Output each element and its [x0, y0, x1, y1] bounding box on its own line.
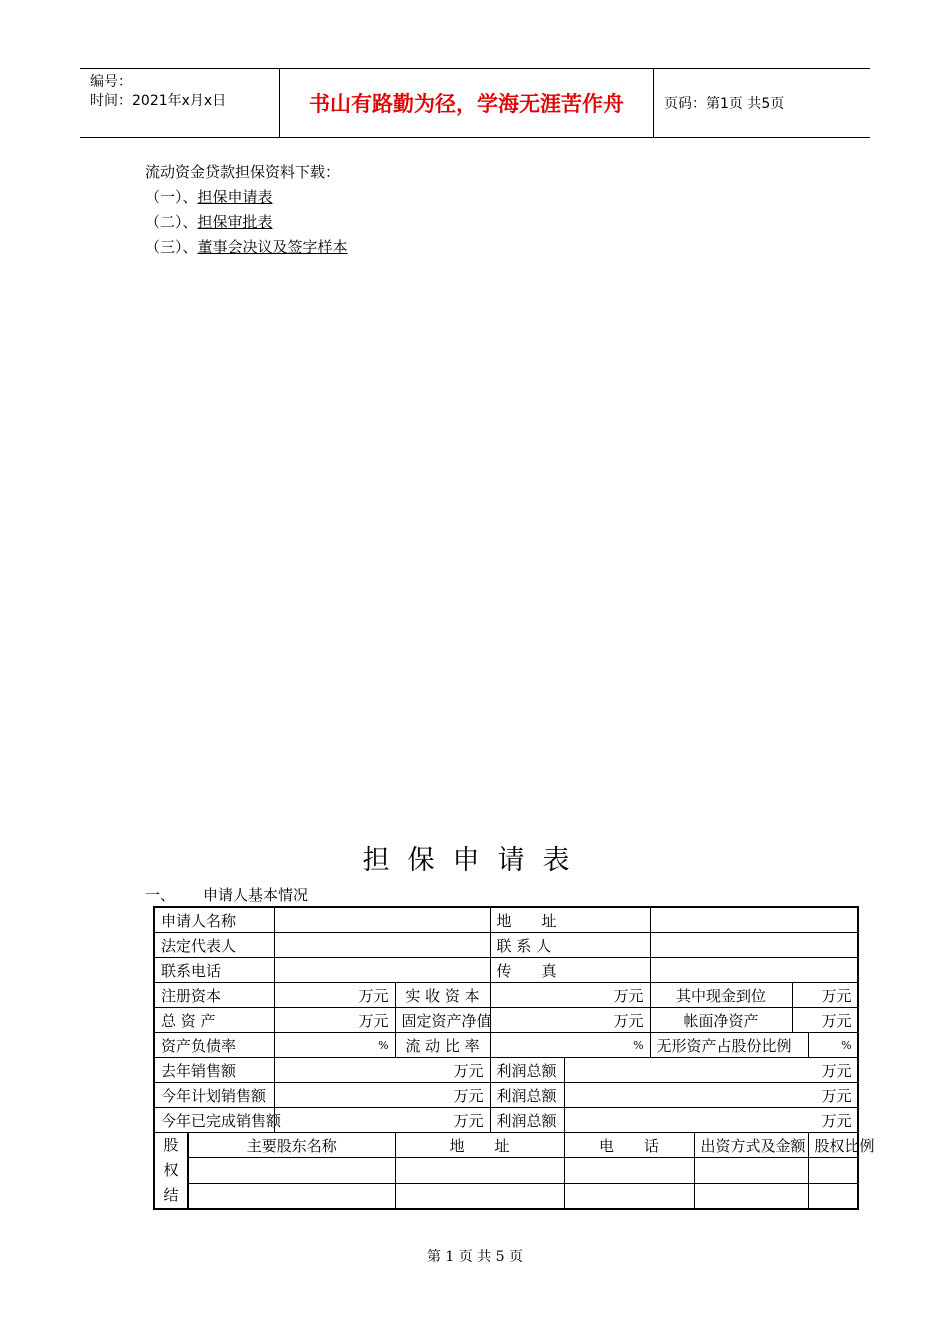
download-link-approve[interactable]: 担保审批表 — [197, 213, 273, 231]
section-heading: 一、 申请人基本情况 — [145, 886, 309, 904]
shareholder-cell[interactable] — [188, 1183, 395, 1209]
form-title: 担保申请表 — [362, 845, 588, 876]
field-applicant-name[interactable] — [274, 907, 490, 933]
application-form-table — [153, 906, 875, 1210]
header-meta — [80, 69, 280, 137]
download-item: （一）、担保申请表 — [145, 188, 273, 206]
field-last-year-sales[interactable]: 万元 — [274, 1058, 490, 1083]
header-shareholder-invest: 出资方式及金额 — [694, 1133, 808, 1158]
label-fixed-assets: 固定资产净值 — [395, 1008, 490, 1033]
download-link-apply[interactable]: 担保申请表 — [197, 188, 273, 206]
label-applicant-name: 申请人名称 — [154, 907, 274, 933]
field-legal-rep[interactable] — [274, 933, 490, 958]
label-debt-ratio: 资产负债率 — [154, 1033, 274, 1058]
header-shareholder-ratio: 股权比例 — [808, 1133, 858, 1158]
field-profit[interactable]: 万元 — [564, 1083, 858, 1108]
page-footer: 第 1 页 共 5 页 — [426, 1249, 524, 1265]
label-plan-sales: 今年计划销售额 — [154, 1083, 274, 1108]
download-item: （三）、董事会决议及签字样本 — [145, 238, 348, 256]
field-plan-sales[interactable]: 万元 — [274, 1083, 490, 1108]
field-debt-ratio[interactable]: % — [274, 1033, 395, 1058]
label-done-sales: 今年已完成销售额 — [154, 1108, 274, 1133]
page-label: 页码：第1页 共5页 — [664, 96, 785, 112]
field-done-sales[interactable]: 万元 — [274, 1108, 490, 1133]
field-cash-paid[interactable]: 万元 — [792, 983, 858, 1008]
field-fixed-assets[interactable]: 万元 — [490, 1008, 650, 1033]
shareholder-cell[interactable] — [564, 1158, 694, 1183]
label-paid-capital: 实 收 资 本 — [395, 983, 490, 1008]
shareholder-cell[interactable] — [694, 1158, 808, 1183]
label-last-year-sales: 去年销售额 — [154, 1058, 274, 1083]
download-link-resolution[interactable]: 董事会决议及签字样本 — [197, 238, 348, 256]
label-current-ratio: 流 动 比 率 — [395, 1033, 490, 1058]
label-profit: 利润总额 — [490, 1108, 564, 1133]
shareholder-cell[interactable] — [808, 1183, 858, 1209]
shareholder-cell[interactable] — [395, 1183, 564, 1209]
shareholder-cell[interactable] — [694, 1183, 808, 1209]
header-motto: 书山有路勤为径，学海无涯苦作舟 — [280, 69, 654, 137]
label-address: 地 址 — [490, 907, 650, 933]
label-contact: 联 系 人 — [490, 933, 650, 958]
field-profit[interactable]: 万元 — [564, 1108, 858, 1133]
label-intangible-ratio: 无形资产占股份比例 — [650, 1033, 808, 1058]
label-cash-paid: 其中现金到位 — [650, 983, 792, 1008]
field-paid-capital[interactable]: 万元 — [490, 983, 650, 1008]
date-label: 时间：2021年x月x日 — [90, 93, 227, 109]
field-current-ratio[interactable]: % — [490, 1033, 650, 1058]
number-label: 编号： — [90, 74, 132, 90]
intro-block — [145, 160, 348, 260]
label-legal-rep: 法定代表人 — [154, 933, 274, 958]
field-address[interactable] — [650, 907, 858, 933]
label-reg-capital: 注册资本 — [154, 983, 274, 1008]
shareholder-cell[interactable] — [188, 1158, 395, 1183]
field-fax[interactable] — [650, 958, 858, 983]
label-profit: 利润总额 — [490, 1083, 564, 1108]
shareholder-cell[interactable] — [564, 1183, 694, 1209]
field-reg-capital[interactable]: 万元 — [274, 983, 395, 1008]
header-shareholder-name: 主要股东名称 — [188, 1133, 395, 1158]
header-shareholder-phone: 电 话 — [564, 1133, 694, 1158]
download-item: （二）、担保审批表 — [145, 213, 273, 231]
field-total-assets[interactable]: 万元 — [274, 1008, 395, 1033]
label-profit: 利润总额 — [490, 1058, 564, 1083]
field-net-assets[interactable]: 万元 — [792, 1008, 858, 1033]
header-shareholder-address: 地 址 — [395, 1133, 564, 1158]
label-net-assets: 帐面净资产 — [650, 1008, 792, 1033]
label-fax: 传 真 — [490, 958, 650, 983]
field-contact[interactable] — [650, 933, 858, 958]
field-phone[interactable] — [274, 958, 490, 983]
field-profit[interactable]: 万元 — [564, 1058, 858, 1083]
label-total-assets: 总 资 产 — [154, 1008, 274, 1033]
shareholder-cell[interactable] — [395, 1158, 564, 1183]
page-header — [80, 68, 870, 138]
label-equity-structure: 股权结 — [154, 1133, 188, 1210]
field-intangible-ratio[interactable]: % — [808, 1033, 858, 1058]
shareholder-cell[interactable] — [808, 1158, 858, 1183]
label-phone: 联系电话 — [154, 958, 274, 983]
intro-lead: 流动资金贷款担保资料下载： — [145, 163, 341, 181]
